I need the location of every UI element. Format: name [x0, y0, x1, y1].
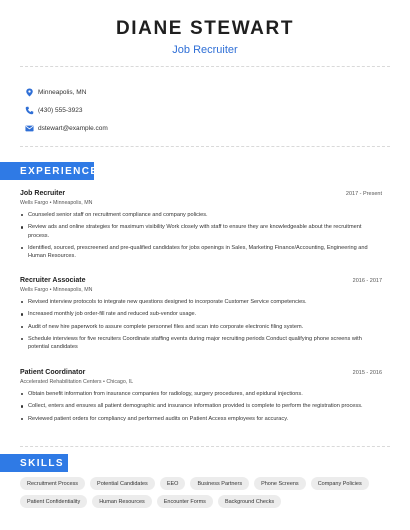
list-item: Identified, sourced, prescreened and pre-qualified candidates for jobs openings in Sales, Marketing Finance/Accounting, Engineering and Human Resources.	[20, 244, 382, 261]
skill-chip: Recruitment Process	[20, 477, 85, 490]
candidate-name: DIANE STEWART	[115, 18, 295, 39]
list-item: Obtain benefit information from insurance companies for radiology, surgery procedures, and epidural injections.	[20, 390, 382, 398]
skill-chip: Human Resources	[92, 495, 152, 508]
job-entry	[20, 369, 382, 427]
job-date: 2016 - 2017	[352, 278, 382, 284]
job-location: Minneapolis, MN	[52, 200, 93, 206]
job-title-heading: Job Recruiter	[172, 44, 238, 56]
job-company-line: Wells Fargo • Minneapolis, MN	[20, 200, 93, 206]
divider	[20, 146, 390, 147]
job-title: Recruiter Associate	[20, 277, 86, 284]
list-item: Increased monthly job order-fill rate and reduced sub-vendor usage.	[20, 310, 382, 318]
list-item: Counseled senior staff on recruitment compliance and company policies.	[20, 211, 382, 219]
job-bullets	[20, 298, 382, 351]
skill-chip: Patient Confidentiality	[20, 495, 87, 508]
divider	[20, 446, 390, 447]
list-item: Collect, enters and ensures all patient demographic and insurance information provided is complete to perform the registration process.	[20, 402, 382, 410]
skills-heading: SKILLS	[0, 454, 68, 472]
job-title: Patient Coordinator	[20, 369, 86, 376]
contact-email-text: dstewart@example.com	[38, 124, 108, 132]
list-item: Revised interview protocols to integrate new questions designed to incorporate Customer Service competencies.	[20, 298, 382, 306]
list-item: Audit of new hire paperwork to assure complete personnel files and scan into corporate electronic filing system.	[20, 323, 382, 331]
list-item: Reviewed patient orders for compliancy and performed audits on Patient Access employees for accuracy.	[20, 415, 382, 423]
contact-location-text: Minneapolis, MN	[38, 88, 87, 96]
job-company-line: Accelerated Rehabilitation Centers • Chicago, IL	[20, 379, 134, 385]
job-company: Accelerated Rehabilitation Centers	[20, 379, 102, 385]
envelope-icon	[20, 119, 38, 137]
job-bullets	[20, 390, 382, 423]
job-company: Wells Fargo	[20, 287, 49, 293]
divider	[20, 66, 390, 67]
list-item: Review ads and online strategies for maximum visibility Work closely with staff to ensure they are knowledgeable about the recruitment process.	[20, 223, 382, 240]
skill-chip: Company Policies	[311, 477, 369, 490]
experience-heading: EXPERIENCE	[0, 162, 94, 180]
skill-chip: Background Checks	[218, 495, 281, 508]
list-item: Schedule interviews for five recruiters Coordinate staffing events during major recruiting periods Conduct qualifying phone screens with potential candidates	[20, 335, 382, 352]
job-location: Chicago, IL	[106, 379, 134, 385]
job-entry	[20, 190, 382, 264]
job-bullets	[20, 211, 382, 260]
contact-email	[20, 119, 390, 137]
job-location: Minneapolis, MN	[52, 287, 93, 293]
job-date: 2015 - 2016	[352, 370, 382, 376]
job-date: 2017 - Present	[345, 191, 382, 197]
contact-location	[20, 83, 390, 101]
skill-chip: Potential Candidates	[90, 477, 155, 490]
job-entry	[20, 277, 382, 355]
skill-chip: EEO	[160, 477, 186, 490]
location-pin-icon	[20, 83, 38, 101]
skill-chip: Phone Screens	[254, 477, 306, 490]
contact-phone-text: (430) 555-3923	[38, 106, 83, 114]
contact-list	[20, 83, 390, 137]
skill-chip: Encounter Forms	[157, 495, 213, 508]
job-company-line: Wells Fargo • Minneapolis, MN	[20, 287, 93, 293]
phone-icon	[20, 101, 38, 119]
contact-phone	[20, 101, 390, 119]
skill-chip: Business Partners	[190, 477, 249, 490]
resume-header	[0, 18, 410, 57]
skills-list	[20, 477, 395, 508]
job-title: Job Recruiter	[20, 190, 66, 197]
job-company: Wells Fargo	[20, 200, 49, 206]
